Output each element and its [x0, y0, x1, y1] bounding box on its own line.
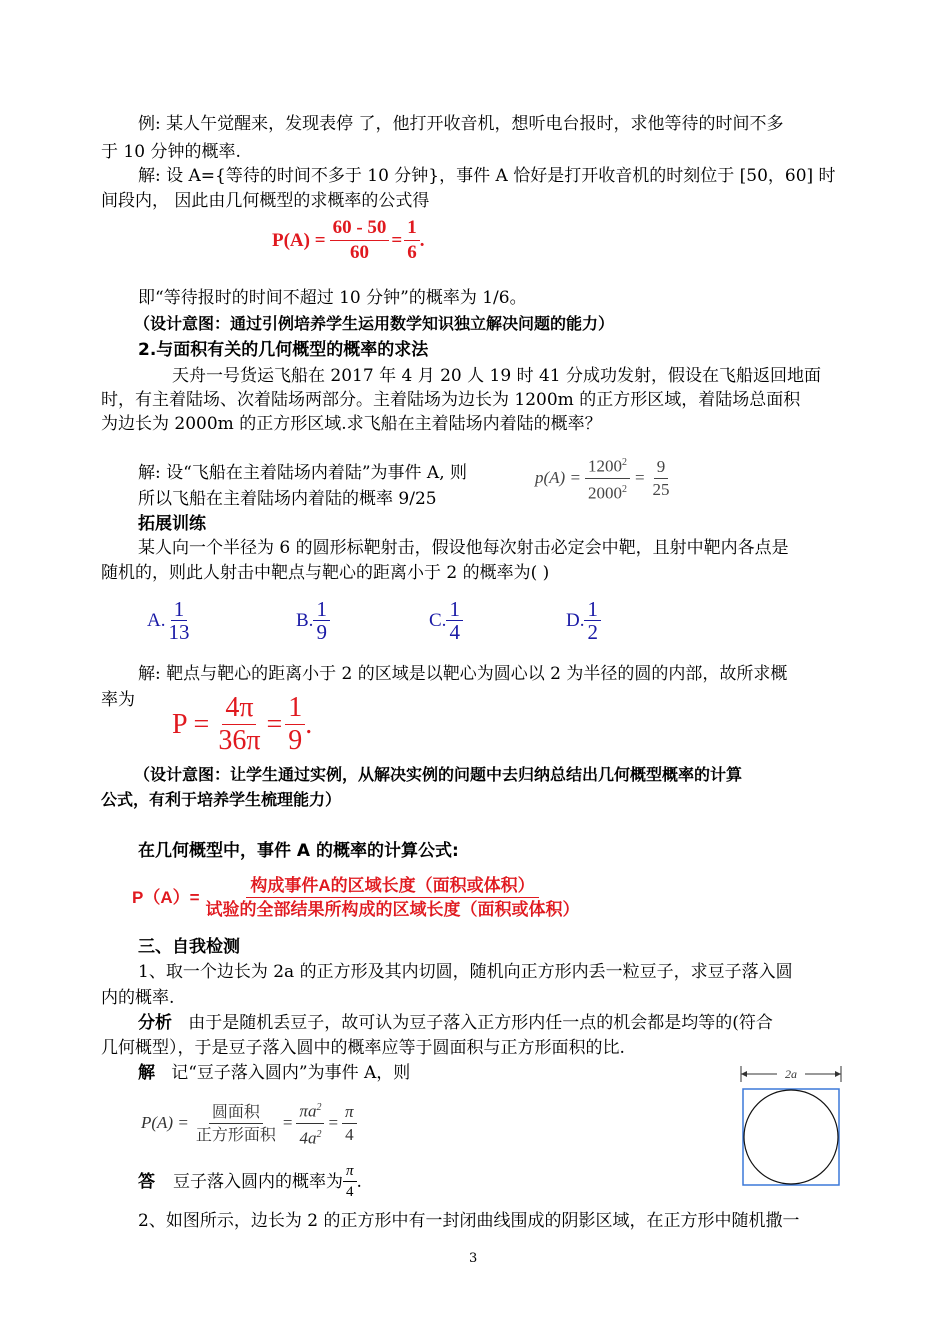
- general-formula: [132, 874, 584, 921]
- section2-formula-den-exp: 2: [621, 483, 627, 495]
- extension-formula-result-den: 9: [288, 725, 303, 756]
- section3-formula-mid-num: πa: [299, 1101, 317, 1121]
- section3-formula-lhs: P(A) =: [141, 1113, 189, 1133]
- option-b-den: 9: [316, 620, 327, 644]
- section2-formula-result-den: 25: [652, 479, 670, 499]
- extension-solution-line1: 解: 靶点与靶心的距离小于 2 的区域是以靶心为圆心以 2 为半径的圆的内部，故所求概: [138, 664, 788, 684]
- section2-para-line1: 天舟一号货运飞船在 2017 年 4 月 20 人 19 时 41 分成功发射，假设在飞船返回地面: [172, 366, 822, 386]
- formula-lhs: P(A) =: [272, 229, 326, 251]
- option-a[interactable]: [147, 598, 192, 643]
- answer-text: 豆子落入圆内的概率为: [173, 1171, 343, 1192]
- option-a-num: 1: [171, 598, 188, 621]
- extension-formula-lhs: P =: [172, 708, 210, 740]
- section2-para-line2: 时，有主着陆场、次着陆场两部分。主着陆场为边长为 1200m 的正方形区域，着陆场总面积: [101, 390, 801, 410]
- section3-answer-line: [138, 1161, 362, 1202]
- option-b-num: 1: [313, 598, 330, 621]
- solution-label: 解: [138, 1063, 155, 1083]
- answer-den: 4: [346, 1184, 354, 1200]
- answer-period: .: [356, 1171, 362, 1192]
- design-intent-1: （设计意图：通过引例培养学生运用数学知识独立解决问题的能力）: [134, 314, 615, 333]
- example-conclusion: 即“等待报时的时间不超过 10 分钟”的概率为 1/6。: [138, 288, 527, 308]
- example-solution-line1: 解: 设 A={等待的时间不多于 10 分钟}，事件 A 恰好是打开收音机的时刻位于 [50，60] 时: [138, 166, 836, 186]
- option-a-label: A.: [147, 609, 166, 631]
- example-line1: 例: 某人午觉醒来，发现表停 了，他打开收音机，想听电台报时，求他等待的时间不多: [138, 114, 784, 134]
- diagram-arrow-left: [741, 1071, 747, 1077]
- analysis-text: 由于是随机丢豆子，故可认为豆子落入正方形内任一点的机会都是均等的(符合: [188, 1013, 773, 1033]
- formula-denominator: 60: [349, 242, 369, 263]
- section3-title: 三、自我检测: [138, 937, 240, 957]
- section3-analysis-line2: 几何概型），于是豆子落入圆中的概率应等于圆面积与正方形面积的比.: [101, 1038, 625, 1058]
- extension-formula-equals: =: [266, 708, 283, 740]
- extension-question-line1: 某人向一个半径为 6 的圆形标靶射击，假设他每次射击必定会中靶，且射中靶内各点是: [138, 538, 789, 558]
- option-c-label: C.: [429, 609, 447, 631]
- example-solution-line2: 间段内， 因此由几何概型的求概率的公式得: [101, 191, 430, 211]
- option-d-num: 1: [584, 598, 601, 621]
- section2-formula-equals: =: [634, 468, 645, 488]
- formula-equals: =: [391, 229, 403, 251]
- section3-formula-mid-den: 4a: [299, 1128, 317, 1148]
- section2-solution-line2: 所以飞船在主着陆场内着陆的概率 9/25: [138, 489, 437, 509]
- design-intent-2-line1: （设计意图：让学生通过实例，从解决实例的问题中去归纳总结出几何概型概率的计算: [134, 765, 743, 784]
- section3-q1-line1: 1、取一个边长为 2a 的正方形及其内切圆，随机向正方形内丢一粒豆子，求豆子落入圆: [138, 962, 793, 982]
- section2-title: 2.与面积有关的几何概型的概率的求法: [138, 340, 429, 360]
- section2-formula-num-exp: 2: [621, 457, 627, 468]
- option-d-den: 2: [587, 620, 598, 644]
- general-formula-denominator: 试验的全部结果所构成的区域长度（面积或体积）: [205, 900, 580, 919]
- formula-result-denominator: 6: [407, 242, 417, 263]
- section3-formula-result-num: π: [342, 1101, 357, 1124]
- option-a-den: 13: [168, 620, 190, 644]
- extension-formula-result-num: 1: [285, 692, 305, 725]
- section2-solution-line1: 解: 设“飞船在主着陆场内着陆”为事件 A, 则: [138, 463, 468, 483]
- section3-formula-num: 圆面积: [209, 1101, 263, 1124]
- option-d[interactable]: [566, 598, 601, 643]
- option-c-num: 1: [446, 598, 463, 621]
- section3-formula-equals-2: =: [328, 1113, 339, 1133]
- option-b-label: B.: [296, 609, 314, 631]
- section3-formula-mid-num-exp: 2: [316, 1102, 322, 1113]
- formula-result-numerator: 1: [404, 216, 420, 241]
- extension-formula: [172, 692, 312, 757]
- section3-analysis-line1: [138, 1012, 773, 1034]
- extension-formula-den: 36π: [218, 725, 261, 756]
- square-circle-diagram: [735, 1060, 847, 1186]
- page-number: 3: [469, 1251, 478, 1266]
- example-line2: 于 10 分钟的概率.: [101, 142, 241, 162]
- section3-formula-den: 正方形面积: [195, 1124, 276, 1144]
- section2-formula-num: 1200: [587, 456, 622, 476]
- analysis-label: 分析: [138, 1013, 172, 1033]
- section2-formula-lhs: p(A) =: [535, 468, 581, 488]
- section2-formula: [535, 452, 673, 504]
- diagram-circle: [744, 1090, 838, 1184]
- section3-formula: [141, 1097, 357, 1149]
- section2-para-line3: 为边长为 2000m 的正方形区域.求飞船在主着陆场内着陆的概率？: [101, 414, 602, 434]
- extension-solution-line2: 率为: [101, 690, 135, 710]
- section3-formula-equals-1: =: [282, 1113, 293, 1133]
- section3-formula-result-den: 4: [345, 1124, 354, 1144]
- diagram-dim-label: 2a: [785, 1067, 797, 1081]
- formula-period: .: [419, 229, 425, 251]
- example-formula: [272, 216, 424, 265]
- extension-formula-period: .: [305, 708, 313, 740]
- section2-formula-den: 2000: [587, 483, 622, 503]
- answer-num: π: [343, 1161, 357, 1182]
- extension-question-line2: 随机的，则此人射击中靶点与靶心的距离小于 2 的概率为( ): [101, 563, 550, 583]
- option-c-den: 4: [449, 620, 460, 644]
- option-d-label: D.: [566, 609, 585, 631]
- general-formula-heading: 在几何概型中，事件 A 的概率的计算公式:: [138, 841, 459, 861]
- section3-q1-line2: 内的概率.: [101, 988, 175, 1008]
- option-b[interactable]: [296, 598, 330, 643]
- diagram-arrow-right: [835, 1071, 841, 1077]
- formula-numerator: 60 - 50: [330, 216, 390, 241]
- design-intent-2-line2: 公式，有利于培养学生梳理能力）: [101, 790, 342, 809]
- section2-formula-result-num: 9: [654, 456, 669, 479]
- general-formula-numerator: 构成事件A的区域长度（面积或体积）: [246, 874, 538, 898]
- general-formula-lhs: P（A）=: [132, 888, 200, 907]
- section3-formula-mid-den-exp: 2: [316, 1128, 322, 1140]
- section3-solution-line: [138, 1062, 410, 1084]
- extension-title: 拓展训练: [138, 514, 206, 534]
- extension-formula-num: 4π: [222, 692, 256, 725]
- solution-text: 记“豆子落入圆内”为事件 A，则: [171, 1063, 411, 1083]
- option-c[interactable]: [429, 598, 463, 643]
- section3-q2: 2、如图所示，边长为 2 的正方形中有一封闭曲线围成的阴影区域，在正方形中随机撒一: [138, 1211, 800, 1231]
- answer-label: 答: [138, 1171, 155, 1192]
